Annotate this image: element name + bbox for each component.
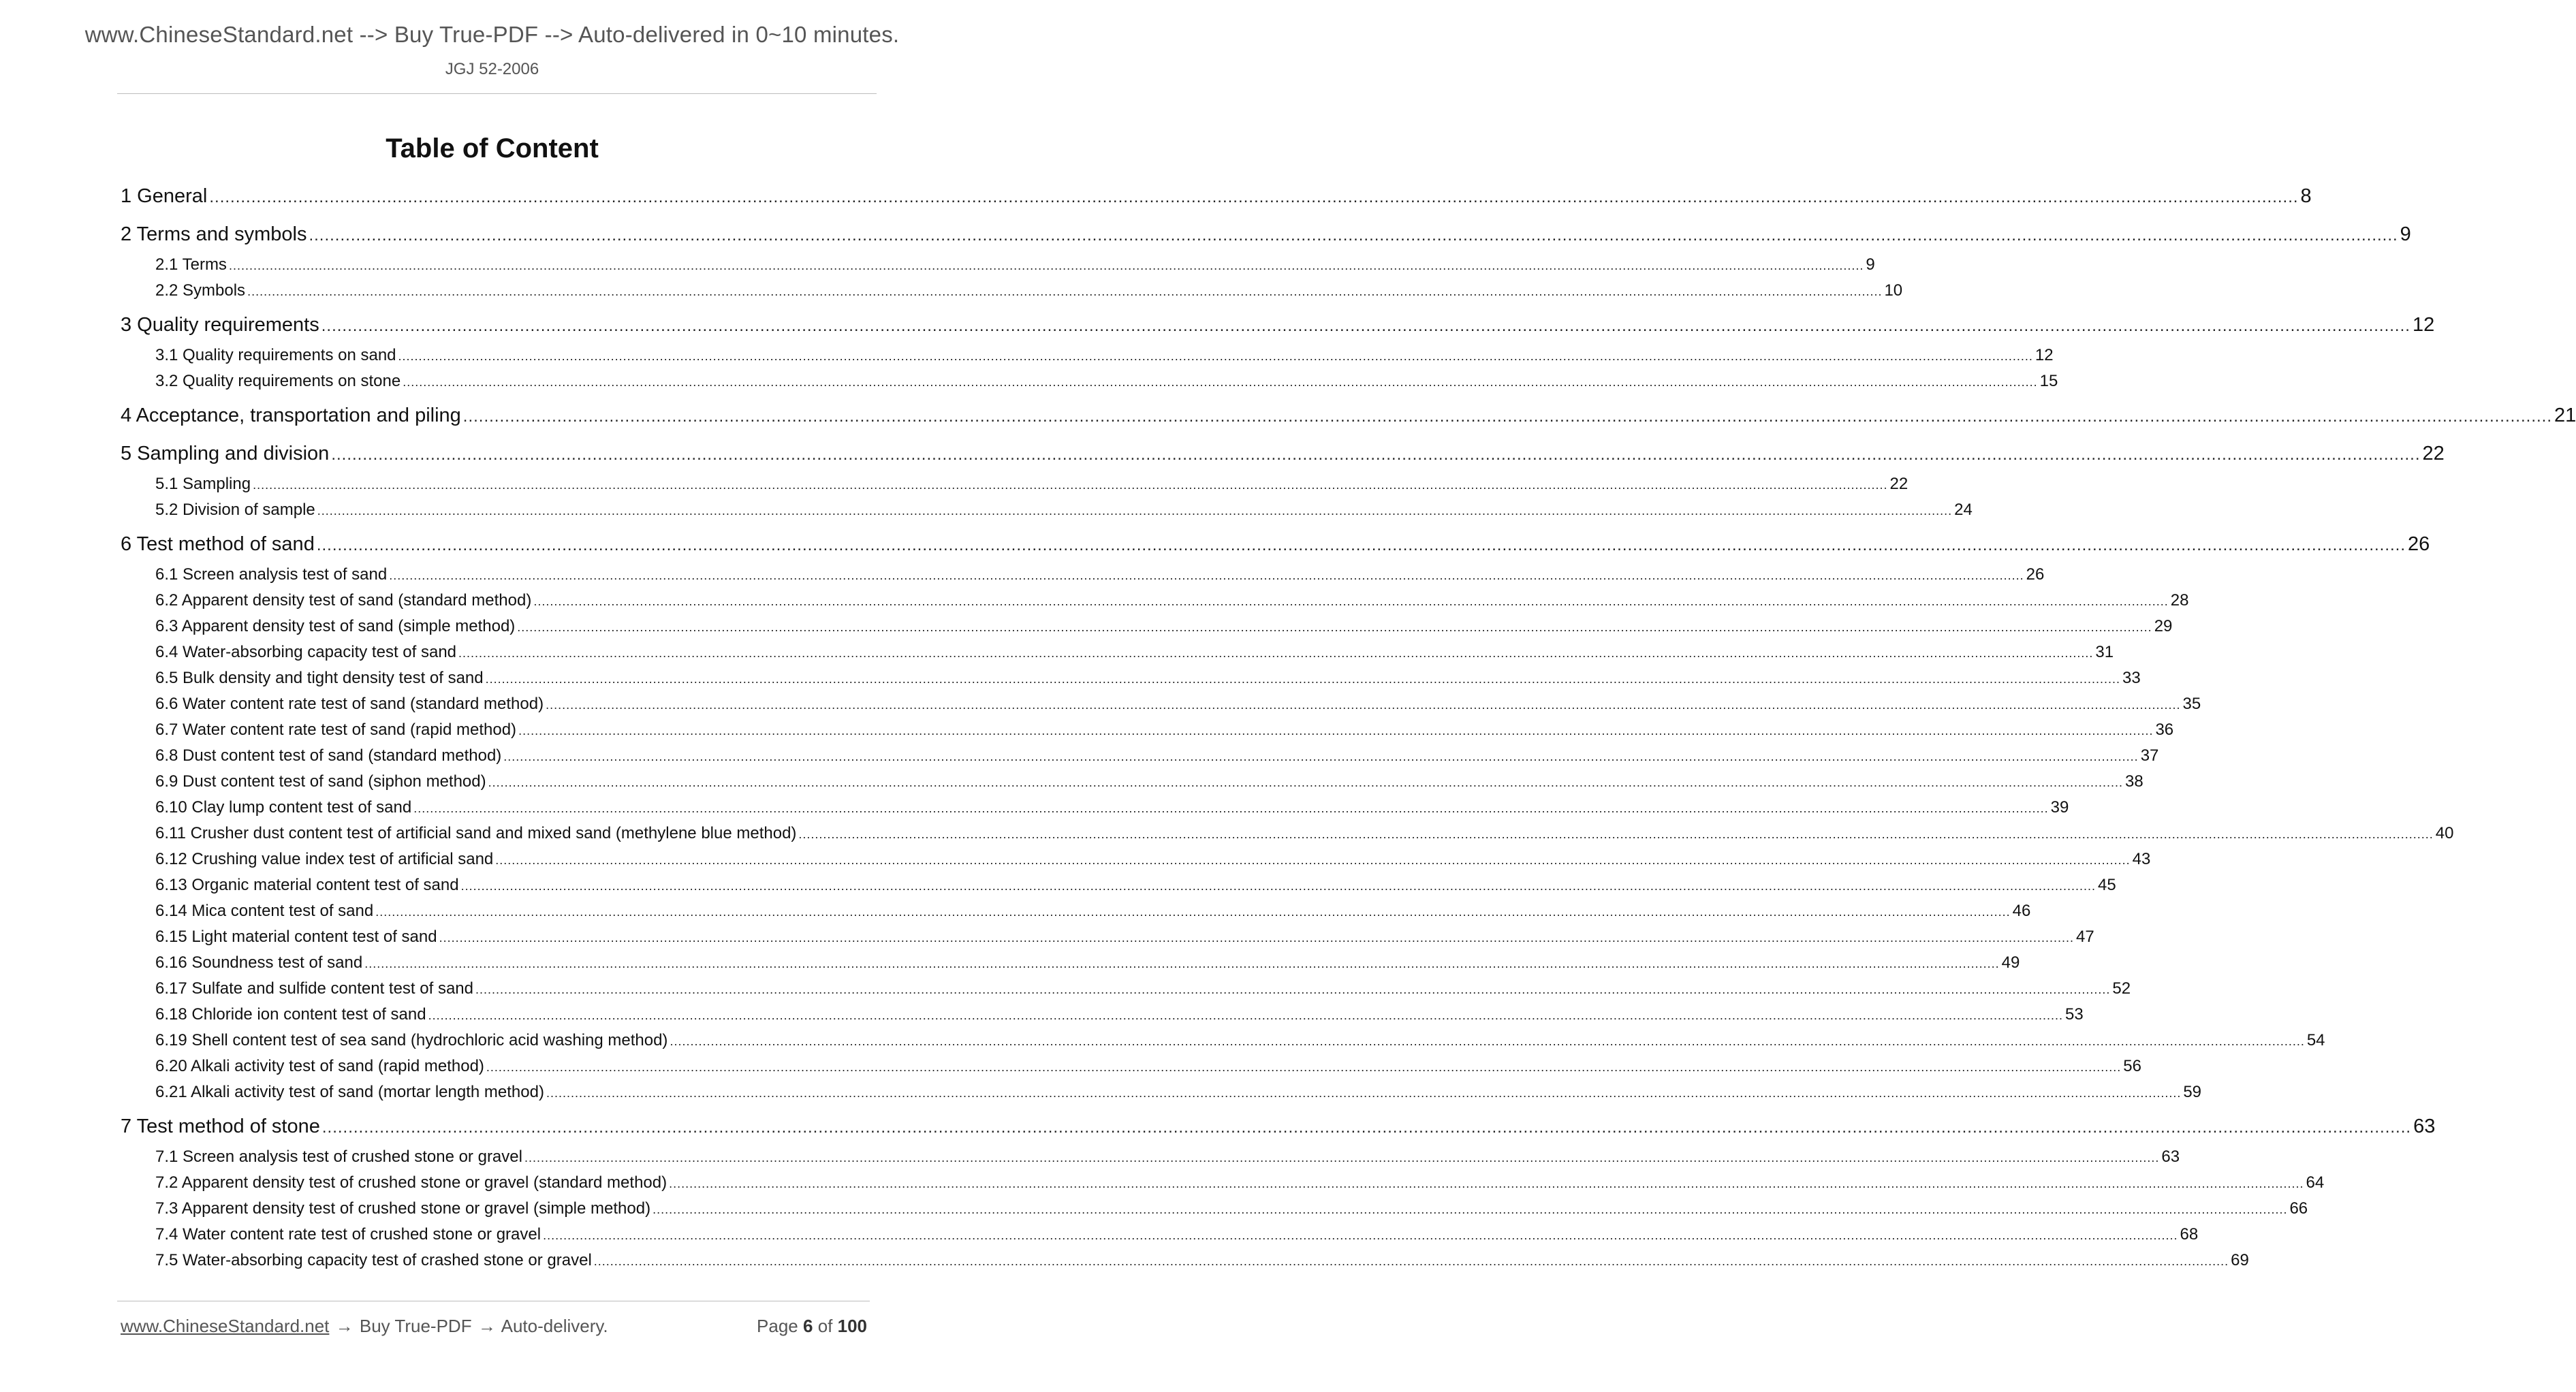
- toc-entry-label: 6.21 Alkali activity test of sand (mortar length method): [155, 1083, 544, 1101]
- toc-subsection-entry[interactable]: [155, 928, 2094, 947]
- toc-section-entry[interactable]: [121, 405, 2576, 427]
- toc-subsection-entry[interactable]: [155, 772, 2143, 791]
- toc-dot-leader: ................................................................................................................................................................................................................................................................................................................................................................................................................: [517, 620, 2152, 634]
- toc-entry-page: 10: [1884, 281, 1903, 300]
- toc-subsection-entry[interactable]: [155, 824, 2454, 843]
- toc-subsection-entry[interactable]: [155, 281, 1903, 300]
- of-word: of: [817, 1316, 833, 1336]
- toc-entry-page: 40: [2435, 824, 2454, 842]
- toc-entry-label: 6.18 Chloride ion content test of sand: [155, 1005, 426, 1024]
- toc-entry-page: 8: [2300, 185, 2312, 207]
- toc-entry-label: 7.3 Apparent density test of crushed stone or gravel (simple method): [155, 1199, 651, 1218]
- toc-subsection-entry[interactable]: [155, 953, 2020, 972]
- toc-subsection-entry[interactable]: [155, 501, 1973, 520]
- toc-dot-leader: ................................................................................................................................................................................................................................................................................................................................................................................................................: [309, 226, 2398, 244]
- footer-site-link[interactable]: www.ChineseStandard.net: [121, 1316, 330, 1336]
- toc-section-entry[interactable]: [121, 185, 2312, 208]
- toc-dot-leader: ................................................................................................................................................................................................................................................................................................................................................................................................................: [669, 1177, 2304, 1190]
- toc-dot-leader: ................................................................................................................................................................................................................................................................................................................................................................................................................: [317, 504, 1953, 518]
- toc-entry-label: 6.1 Screen analysis test of sand: [155, 565, 388, 584]
- toc-entry-page: 9: [2400, 223, 2411, 245]
- toc-dot-leader: ................................................................................................................................................................................................................................................................................................................................................................................................................: [364, 957, 2000, 970]
- toc-entry-label: 6.7 Water content rate test of sand (rapid method): [155, 721, 517, 739]
- toc-dot-leader: ................................................................................................................................................................................................................................................................................................................................................................................................................: [403, 375, 2038, 389]
- toc-section-entry[interactable]: [121, 223, 2411, 246]
- toc-subsection-entry[interactable]: [155, 1251, 2249, 1270]
- arrow-right-icon: →: [335, 1316, 354, 1336]
- toc-dot-leader: ................................................................................................................................................................................................................................................................................................................................................................................................................: [546, 1086, 2182, 1100]
- toc-dot-leader: ................................................................................................................................................................................................................................................................................................................................................................................................................: [321, 1118, 2412, 1137]
- toc-entry-page: 15: [2039, 372, 2058, 390]
- toc-subsection-entry[interactable]: [155, 850, 2151, 869]
- toc-entry-label: 6.6 Water content rate test of sand (standard method): [155, 695, 544, 713]
- toc-dot-leader: ................................................................................................................................................................................................................................................................................................................................................................................................................: [458, 646, 2094, 660]
- toc-subsection-entry[interactable]: [155, 475, 1909, 494]
- toc-entry-label: 6 Test method of sand: [121, 533, 315, 555]
- toc-dot-leader: ................................................................................................................................................................................................................................................................................................................................................................................................................: [495, 853, 2131, 867]
- toc-section-entry[interactable]: [121, 443, 2445, 465]
- toc-dot-leader: ................................................................................................................................................................................................................................................................................................................................................................................................................: [503, 750, 2139, 763]
- toc-entry-page: 69: [2231, 1251, 2249, 1269]
- toc-entry-label: 7.4 Water content rate test of crushed stone or gravel: [155, 1225, 541, 1244]
- toc-entry-label: 7.1 Screen analysis test of crushed stone or gravel: [155, 1148, 522, 1166]
- toc-subsection-entry[interactable]: [155, 798, 2069, 817]
- toc-dot-leader: ................................................................................................................................................................................................................................................................................................................................................................................................................: [543, 1229, 2178, 1242]
- toc-dot-leader: ................................................................................................................................................................................................................................................................................................................................................................................................................: [228, 259, 1864, 272]
- toc-entry-label: 6.9 Dust content test of sand (siphon method): [155, 772, 486, 791]
- toc-dot-leader: ................................................................................................................................................................................................................................................................................................................................................................................................................: [798, 827, 2434, 841]
- toc-entry-page: 64: [2306, 1173, 2325, 1192]
- toc-entry-label: 6.10 Clay lump content test of sand: [155, 798, 412, 817]
- toc-entry-label: 6.8 Dust content test of sand (standard method): [155, 746, 502, 765]
- toc-entry-label: 2.2 Symbols: [155, 281, 246, 300]
- toc-entry-page: 46: [2012, 902, 2031, 920]
- toc-entry-label: 2.1 Terms: [155, 255, 227, 274]
- toc-entry-label: 6.11 Crusher dust content test of artificial sand and mixed sand (methylene blue method): [155, 824, 797, 842]
- toc-subsection-entry[interactable]: [155, 617, 2173, 636]
- footer-left: [121, 1316, 608, 1337]
- toc-entry-page: 59: [2183, 1083, 2202, 1101]
- toc-entry-label: 5.1 Sampling: [155, 475, 251, 493]
- toc-dot-leader: ................................................................................................................................................................................................................................................................................................................................................................................................................: [670, 1034, 2305, 1048]
- toc-dot-leader: ................................................................................................................................................................................................................................................................................................................................................................................................................: [593, 1254, 2229, 1268]
- toc-subsection-entry[interactable]: [155, 565, 2045, 584]
- toc-entry-page: 26: [2408, 533, 2430, 555]
- toc-entry-page: 28: [2170, 591, 2189, 610]
- toc-entry-page: 66: [2289, 1199, 2308, 1218]
- toc-entry-page: 26: [2026, 565, 2045, 584]
- toc-entry-label: 7 Test method of stone: [121, 1116, 320, 1137]
- toc-dot-leader: ................................................................................................................................................................................................................................................................................................................................................................................................................: [316, 536, 2406, 554]
- toc-entry-page: 22: [2422, 443, 2445, 464]
- toc-entry-page: 43: [2132, 850, 2151, 868]
- toc-subsection-entry[interactable]: [155, 255, 1875, 274]
- toc-dot-leader: ................................................................................................................................................................................................................................................................................................................................................................................................................: [653, 1203, 2288, 1216]
- toc-entry-page: 21: [2554, 405, 2576, 426]
- toc-dot-leader: ................................................................................................................................................................................................................................................................................................................................................................................................................: [533, 595, 2169, 608]
- page-indicator: [757, 1316, 867, 1337]
- toc-entry-label: 6.2 Apparent density test of sand (standard method): [155, 591, 532, 610]
- toc-entry-page: 31: [2095, 643, 2114, 661]
- toc-dot-leader: ................................................................................................................................................................................................................................................................................................................................................................................................................: [247, 285, 1883, 298]
- toc-entry-label: 4 Acceptance, transportation and piling: [121, 405, 461, 426]
- header-site-line: www.ChineseStandard.net --> Buy True-PDF --> Auto-delivered in 0~10 minutes.: [84, 22, 900, 47]
- toc-subsection-entry[interactable]: [155, 669, 2141, 688]
- toc-subsection-entry[interactable]: [155, 1083, 2202, 1102]
- toc-entry-page: 36: [2155, 721, 2174, 739]
- toc-entry-page: 38: [2125, 772, 2143, 791]
- toc-subsection-entry[interactable]: [155, 1005, 2084, 1024]
- toc-subsection-entry[interactable]: [155, 721, 2174, 740]
- toc-entry-label: 2 Terms and symbols: [121, 223, 307, 245]
- footer-delivery-text: Auto-delivery.: [501, 1316, 608, 1336]
- toc-entry-label: 6.16 Soundness test of sand: [155, 953, 363, 972]
- toc-entry-label: 6.4 Water-absorbing capacity test of sand: [155, 643, 457, 661]
- toc-subsection-entry[interactable]: [155, 902, 2031, 921]
- toc-entry-label: 3.2 Quality requirements on stone: [155, 372, 401, 390]
- toc-entry-page: 45: [2097, 876, 2116, 894]
- toc-entry-page: 39: [2050, 798, 2069, 817]
- toc-subsection-entry[interactable]: [155, 746, 2159, 765]
- toc-entry-page: 35: [2182, 695, 2201, 713]
- toc-entry-page: 12: [2035, 346, 2054, 364]
- page-number: 6: [802, 1316, 813, 1336]
- toc-entry-page: 12: [2412, 314, 2435, 336]
- toc-entry-page: 53: [2064, 1005, 2084, 1024]
- toc-entry-page: 22: [1889, 475, 1909, 493]
- toc-entry-page: 37: [2140, 746, 2159, 765]
- toc-entry-label: 6.13 Organic material content test of sand: [155, 876, 459, 894]
- toc-entry-label: 6.5 Bulk density and tight density test of sand: [155, 669, 484, 687]
- toc-subsection-entry[interactable]: [155, 979, 2131, 998]
- toc-subsection-entry[interactable]: [155, 346, 2054, 365]
- toc-entry-label: 1 General: [121, 185, 208, 207]
- toc-entry-page: 56: [2123, 1057, 2141, 1075]
- toc-entry-label: 6.3 Apparent density test of sand (simple method): [155, 617, 516, 635]
- toc-entry-page: 47: [2075, 928, 2094, 946]
- toc-entry-label: 6.20 Alkali activity test of sand (rapid method): [155, 1057, 484, 1075]
- toc-dot-leader: ................................................................................................................................................................................................................................................................................................................................................................................................................: [389, 569, 2024, 582]
- toc-entry-page: 68: [2180, 1225, 2199, 1244]
- page-title: Table of Content: [386, 133, 599, 163]
- page-word: Page: [757, 1316, 798, 1336]
- toc-entry-label: 5.2 Division of sample: [155, 501, 315, 519]
- toc-dot-leader: ................................................................................................................................................................................................................................................................................................................................................................................................................: [546, 698, 2181, 712]
- toc-entry-page: 29: [2154, 617, 2173, 635]
- toc-entry-label: 5 Sampling and division: [121, 443, 330, 464]
- toc-entry-page: 49: [2001, 953, 2020, 972]
- toc-dot-leader: ................................................................................................................................................................................................................................................................................................................................................................................................................: [518, 724, 2154, 738]
- toc-dot-leader: ................................................................................................................................................................................................................................................................................................................................................................................................................: [413, 802, 2049, 815]
- toc-subsection-entry[interactable]: [155, 1173, 2325, 1192]
- toc-subsection-entry[interactable]: [155, 1225, 2199, 1244]
- toc-section-entry[interactable]: [121, 1116, 2436, 1138]
- toc-subsection-entry[interactable]: [155, 1199, 2308, 1218]
- toc-subsection-entry[interactable]: [155, 372, 2058, 391]
- page-total: 100: [837, 1316, 867, 1336]
- toc-entry-page: 63: [2161, 1148, 2180, 1166]
- toc-entry-label: 3 Quality requirements: [121, 314, 319, 336]
- toc-subsection-entry[interactable]: [155, 695, 2201, 714]
- toc-section-entry[interactable]: [121, 314, 2435, 336]
- toc-dot-leader: ................................................................................................................................................................................................................................................................................................................................................................................................................: [524, 1151, 2160, 1165]
- toc-dot-leader: ................................................................................................................................................................................................................................................................................................................................................................................................................: [375, 905, 2011, 919]
- toc-entry-label: 6.12 Crushing value index test of artificial sand: [155, 850, 494, 868]
- toc-dot-leader: ................................................................................................................................................................................................................................................................................................................................................................................................................: [253, 478, 1888, 492]
- toc-entry-label: 7.5 Water-absorbing capacity test of crashed stone or gravel: [155, 1251, 592, 1269]
- toc-dot-leader: ................................................................................................................................................................................................................................................................................................................................................................................................................: [486, 1060, 2122, 1074]
- toc-section-entry[interactable]: [121, 533, 2430, 556]
- toc-subsection-entry[interactable]: [155, 1031, 2325, 1050]
- toc-subsection-entry[interactable]: [155, 643, 2114, 662]
- toc-entry-page: 63: [2413, 1116, 2436, 1137]
- toc-dot-leader: ................................................................................................................................................................................................................................................................................................................................................................................................................: [439, 931, 2074, 945]
- toc-dot-leader: ................................................................................................................................................................................................................................................................................................................................................................................................................: [331, 445, 2421, 464]
- toc-entry-page: 24: [1954, 501, 1973, 519]
- toc-dot-leader: ................................................................................................................................................................................................................................................................................................................................................................................................................: [488, 776, 2124, 789]
- toc-dot-leader: ................................................................................................................................................................................................................................................................................................................................................................................................................: [485, 672, 2121, 686]
- toc-dot-leader: ................................................................................................................................................................................................................................................................................................................................................................................................................: [460, 879, 2096, 893]
- toc-entry-label: 3.1 Quality requirements on sand: [155, 346, 396, 364]
- toc-dot-leader: ................................................................................................................................................................................................................................................................................................................................................................................................................: [428, 1009, 2063, 1022]
- toc-dot-leader: ................................................................................................................................................................................................................................................................................................................................................................................................................: [462, 407, 2552, 426]
- toc-entry-label: 6.17 Sulfate and sulfide content test of sand: [155, 979, 473, 998]
- toc-subsection-entry[interactable]: [155, 876, 2116, 895]
- toc-entry-page: 33: [2122, 669, 2141, 687]
- toc-subsection-entry[interactable]: [155, 591, 2189, 610]
- footer-buy-text: Buy True-PDF: [359, 1316, 472, 1336]
- toc-dot-leader: ................................................................................................................................................................................................................................................................................................................................................................................................................: [209, 188, 2299, 206]
- toc-subsection-entry[interactable]: [155, 1057, 2141, 1076]
- toc-entry-page: 52: [2112, 979, 2131, 998]
- arrow-right-icon: →: [477, 1316, 496, 1336]
- header-doc-code: JGJ 52-2006: [445, 60, 539, 78]
- toc-entry-label: 6.19 Shell content test of sea sand (hydrochloric acid washing method): [155, 1031, 668, 1049]
- toc-entry-page: 9: [1866, 255, 1875, 274]
- toc-dot-leader: ................................................................................................................................................................................................................................................................................................................................................................................................................: [398, 349, 2033, 363]
- toc-entry-label: 7.2 Apparent density test of crushed stone or gravel (standard method): [155, 1173, 667, 1192]
- toc-entry-label: 6.15 Light material content test of sand: [155, 928, 437, 946]
- toc-dot-leader: ................................................................................................................................................................................................................................................................................................................................................................................................................: [321, 317, 2410, 335]
- toc-entry-label: 6.14 Mica content test of sand: [155, 902, 374, 920]
- toc-dot-leader: ................................................................................................................................................................................................................................................................................................................................................................................................................: [475, 983, 2111, 996]
- toc-entry-page: 54: [2306, 1031, 2325, 1049]
- toc-subsection-entry[interactable]: [155, 1148, 2180, 1167]
